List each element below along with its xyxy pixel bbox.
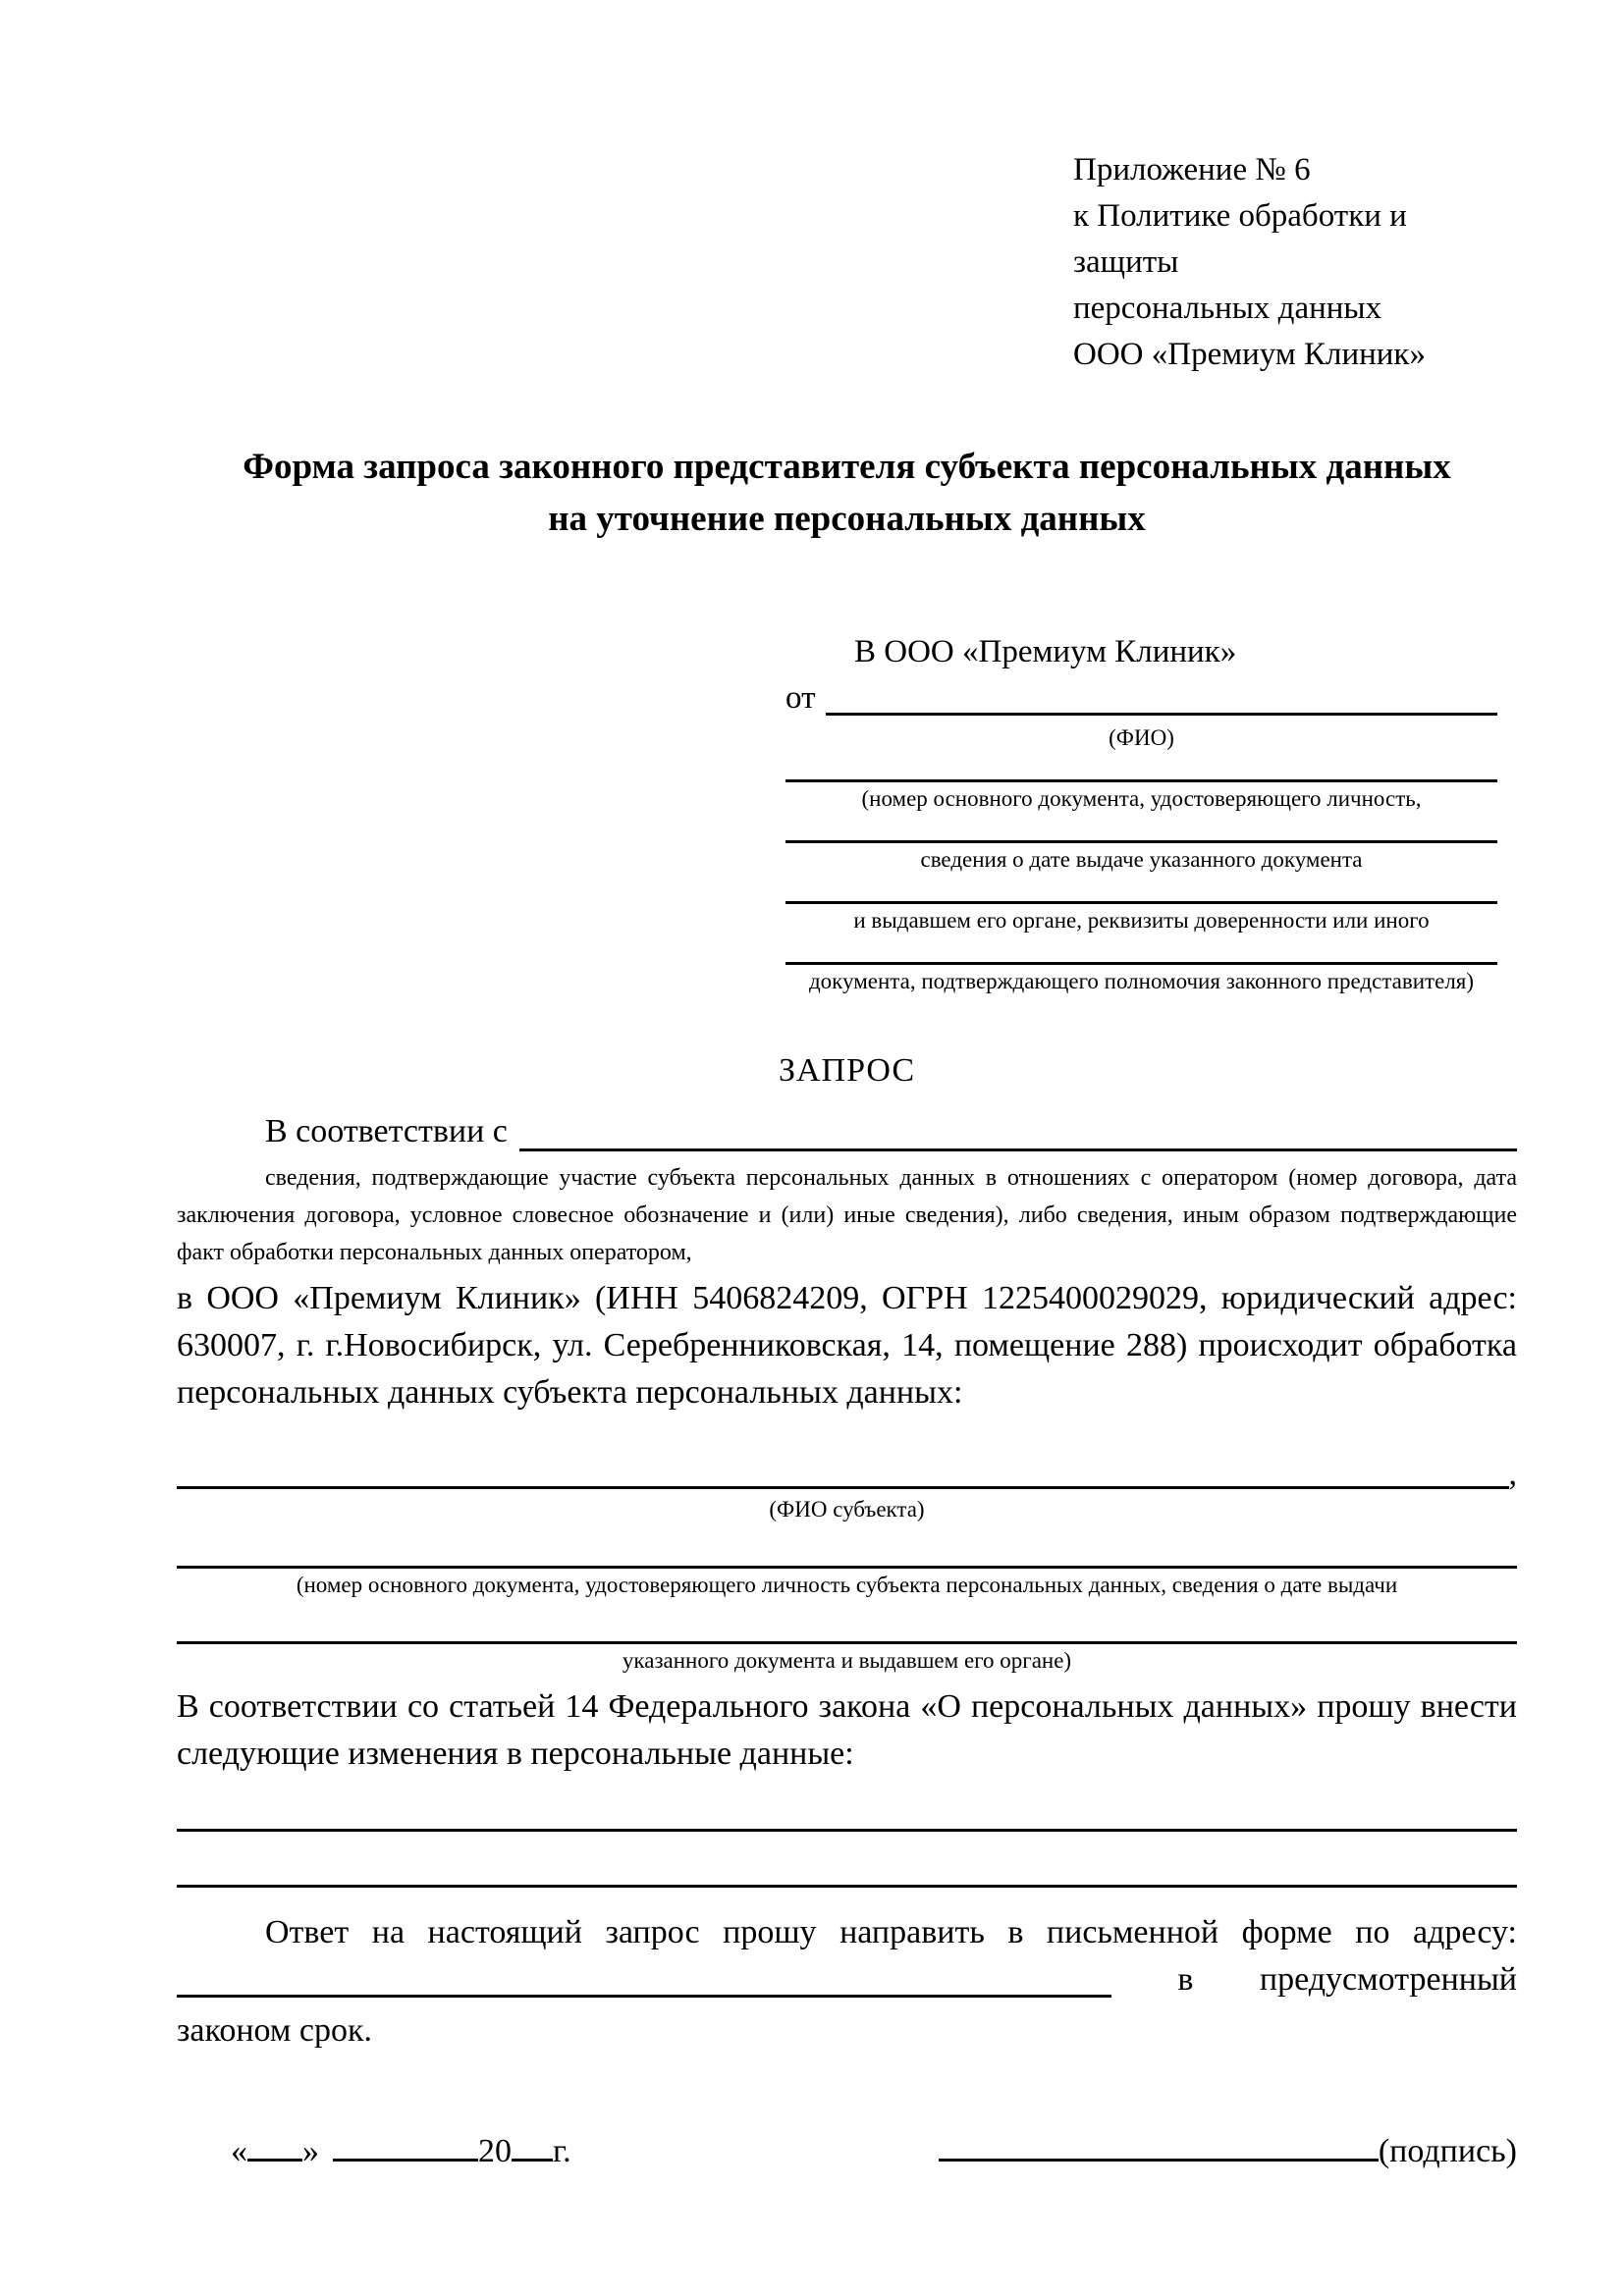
subject-doc-blank-line-2	[177, 1641, 1517, 1644]
title-line-2: на уточнение персональных данных	[548, 499, 1146, 539]
signature-caption: (подпись)	[1378, 2133, 1517, 2169]
document-title	[177, 441, 1517, 545]
date-day-blank	[247, 2125, 302, 2162]
header-note-line-1: Приложение № 6	[1073, 152, 1311, 187]
answer-word-v: в	[1177, 1961, 1194, 1998]
fio-blank-line	[826, 713, 1498, 716]
blank-line-issuer	[785, 901, 1497, 904]
caption-issue-date: сведения о дате выдаче указанного документа	[920, 847, 1363, 872]
date-century: 20	[478, 2133, 512, 2169]
blank-line-doc-number	[785, 779, 1497, 782]
date-year-blank	[512, 2125, 553, 2162]
caption-subject-doc-1: (номер основного документа, удостоверяющего личность субъекта персональных данных, сведения о дате выдачи	[296, 1573, 1398, 1597]
law-paragraph: В соответствии со статьей 14 Федерального закона «О персональных данных» прошу внести следующие изменения в персональные данные:	[177, 1688, 1517, 1772]
header-note-line-2: к Политике обработки и защиты	[1073, 198, 1407, 280]
answer-paragraph: Ответ на настоящий запрос прошу направить в письменной форме по адресу:	[265, 1914, 1517, 1950]
date-month-blank	[333, 2125, 478, 2162]
caption-subject-doc-2: указанного документа и выдавшем его органе)	[622, 1648, 1072, 1673]
blank-line-issue-date	[785, 840, 1497, 843]
subject-doc-blank-line-1	[177, 1566, 1517, 1569]
date-close-quote: »	[302, 2133, 319, 2169]
addressee-block	[785, 629, 1497, 996]
answer-tail: законом срок.	[177, 2012, 372, 2049]
date-line	[177, 2125, 571, 2175]
request-heading: ЗАПРОС	[778, 1052, 916, 1089]
signature-blank-line	[939, 2125, 1379, 2162]
intro-label: В соответствии с	[265, 1113, 508, 1149]
from-label: от	[785, 680, 816, 716]
header-note-line-3: персональных данных	[1073, 291, 1382, 326]
caption-authority-doc: документа, подтверждающего полномочия законного представителя)	[808, 969, 1475, 993]
intro-row	[177, 1108, 1517, 1155]
changes-blank-line-2	[177, 1885, 1517, 1888]
answer-word-predusmotrennyj: предусмотренный	[1259, 1961, 1517, 1998]
operator-paragraph: в ООО «Премиум Клиник» (ИНН 5406824209, ОГРН 1225400029029, юридический адрес: 630007, г. г.Новосибирск, ул. Серебренниковская, 14, помещение 288) происходит обработка персональных данных субъекта персональных данных:	[177, 1280, 1517, 1411]
subject-fio-row	[177, 1456, 1517, 1493]
date-year-suffix: г.	[553, 2133, 571, 2169]
intro-footnote: сведения, подтверждающие участие субъекта персональных данных в отношениях с оператором (номер договора, дата заключения договора, условное словесное обозначение и (или) иные сведения), либо сведения, иным образом подтверждающие факт обработки персональных данных оператором,	[177, 1165, 1517, 1265]
date-open-quote: «	[231, 2133, 247, 2169]
caption-issuer: и выдавшем его органе, реквизиты доверенности или иного	[853, 908, 1430, 933]
signature-line	[939, 2125, 1517, 2175]
addressee-from-row	[785, 675, 1497, 721]
subject-fio-blank-line	[177, 1486, 1509, 1489]
answer-address-blank-line	[177, 1995, 1111, 1998]
caption-subject-fio: (ФИО субъекта)	[769, 1497, 925, 1522]
answer-address-row	[177, 1956, 1517, 2003]
caption-fio: (ФИО)	[1109, 725, 1174, 750]
addressee-to: В ООО «Премиум Клиник»	[854, 634, 1237, 669]
subject-fio-comma: ,	[1508, 1456, 1517, 1492]
header-note-line-4: ООО «Премиум Клиник»	[1073, 337, 1426, 372]
intro-blank-line	[519, 1148, 1517, 1151]
changes-blank-line-1	[177, 1829, 1517, 1832]
footer-row	[177, 2125, 1517, 2175]
title-line-1: Форма запроса законного представителя субъекта персональных данных	[243, 447, 1451, 487]
header-note	[1073, 147, 1517, 378]
caption-doc-number: (номер основного документа, удостоверяющего личность,	[861, 786, 1422, 811]
blank-line-authority-doc	[785, 962, 1497, 965]
